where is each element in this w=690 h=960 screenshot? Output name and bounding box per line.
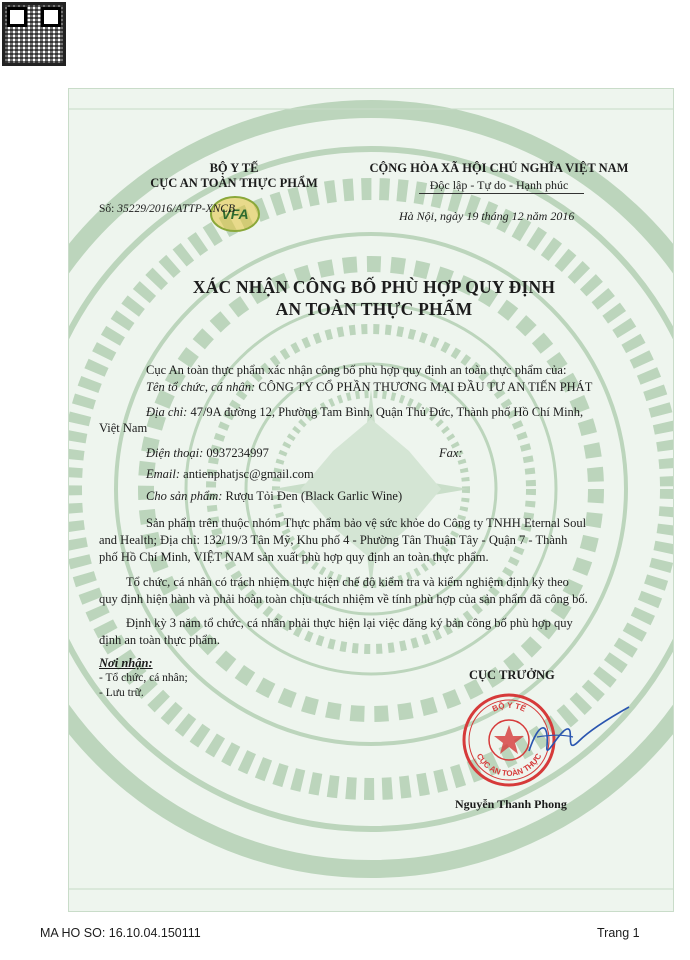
stamp-top-text: BỘ Y TẾ xyxy=(490,700,528,714)
address-label: Địa chỉ: xyxy=(146,405,188,419)
paragraph-1-line-2: and Health; Địa chỉ: 132/19/3 Tân Mỹ, Khu phố 4 - Phường Tân Thuận Tây - Quận 7 - Thành xyxy=(99,533,568,547)
recipient-item: - Tổ chức, cá nhân; xyxy=(99,672,188,684)
paragraph-1-line-1: Sản phẩm trên thuộc nhóm Thực phẩm bảo vệ sức khỏe do Công ty TNHH Eternal Soul xyxy=(146,516,587,530)
paragraph-1-line-3: phố Hồ Chí Minh, VIỆT NAM sản xuất phù hợp quy định an toàn thực phẩm. xyxy=(99,550,489,564)
title-line-1: XÁC NHẬN CÔNG BỐ PHÙ HỢP QUY ĐỊNH xyxy=(192,277,556,297)
address-value-line-1: 47/9A đường 12, Phường Tam Bình, Quận Thủ Đức, Thành phố Hồ Chí Minh, xyxy=(190,405,584,419)
email-value: antienphatjsc@gmail.com xyxy=(183,467,314,481)
address-value-line-2: Việt Nam xyxy=(99,421,148,435)
signatory-title: CỤC TRƯỞNG xyxy=(469,668,555,682)
phone-label: Điện thoại: xyxy=(146,446,204,460)
phone-row xyxy=(146,445,269,462)
department-name: CỤC AN TOÀN THỰC PHẨM xyxy=(150,176,318,190)
recipient-item: - Lưu trữ. xyxy=(99,687,144,699)
fax-label: Fax: xyxy=(439,446,463,460)
document-title xyxy=(109,276,639,320)
country-name: CỘNG HÒA XÃ HỘI CHỦ NGHĨA VIỆT NAM xyxy=(369,161,629,175)
document-number xyxy=(99,203,235,215)
issue-date: Hà Nội, ngày 19 tháng 12 năm 2016 xyxy=(399,209,575,223)
email-row xyxy=(146,466,314,483)
product-value: Rượu Tỏi Đen (Black Garlic Wine) xyxy=(225,489,403,503)
page-number: Trang 1 xyxy=(597,926,640,940)
paragraph-2-line-1: Tổ chức, cá nhân có trách nhiệm thực hiện chế độ kiểm tra và kiểm nghiệm định kỳ theo xyxy=(126,575,569,589)
intro-text: Cục An toàn thực phẩm xác nhận công bố phù hợp quy định an toàn thực phẩm của: xyxy=(146,363,567,377)
ministry-name: BỘ Y TẾ xyxy=(209,161,259,175)
recipients-label: Nơi nhận: xyxy=(99,656,153,670)
paragraph-2-line-2: quy định hiện hành và phải hoàn toàn chịu trách nhiệm về tính phù hợp của sản phẩm đã công bố. xyxy=(99,592,588,606)
logo-text: VFA xyxy=(221,206,249,222)
number-value: 35229/2016/ATTP-XNCB xyxy=(117,203,235,215)
organization-row xyxy=(146,379,592,396)
motto-underline xyxy=(419,193,584,194)
handwritten-signature xyxy=(509,701,639,771)
signatory-name: Nguyễn Thanh Phong xyxy=(455,797,567,811)
national-motto: Độc lập - Tự do - Hạnh phúc xyxy=(429,178,569,192)
dossier-code: MA HO SO: 16.10.04.150111 xyxy=(40,926,201,940)
paragraph-3-line-1: Định kỳ 3 năm tổ chức, cá nhân phải thực hiện lại việc đăng ký bản công bố phù hợp quy xyxy=(126,616,573,630)
address-row xyxy=(146,404,583,421)
phone-value: 0937234997 xyxy=(206,446,269,460)
organization-label: Tên tổ chức, cá nhân: xyxy=(146,380,256,394)
title-line-2: AN TOÀN THỰC PHẨM xyxy=(275,299,473,319)
certificate-page xyxy=(68,88,674,912)
stamp-bottom-text: CỤC AN TOÀN THỰC xyxy=(474,752,544,779)
paragraph-3-line-2: định an toàn thực phẩm. xyxy=(99,633,220,647)
issuer-block xyxy=(149,161,319,191)
number-label: Số: xyxy=(99,203,115,215)
organization-value: CÔNG TY CỔ PHẦN THƯƠNG MẠI ĐẦU TƯ AN TIẾN PHÁT xyxy=(258,380,593,394)
product-row xyxy=(146,488,402,505)
email-label: Email: xyxy=(146,467,181,481)
product-label: Cho sản phẩm: xyxy=(146,489,223,503)
qr-code xyxy=(2,2,66,66)
